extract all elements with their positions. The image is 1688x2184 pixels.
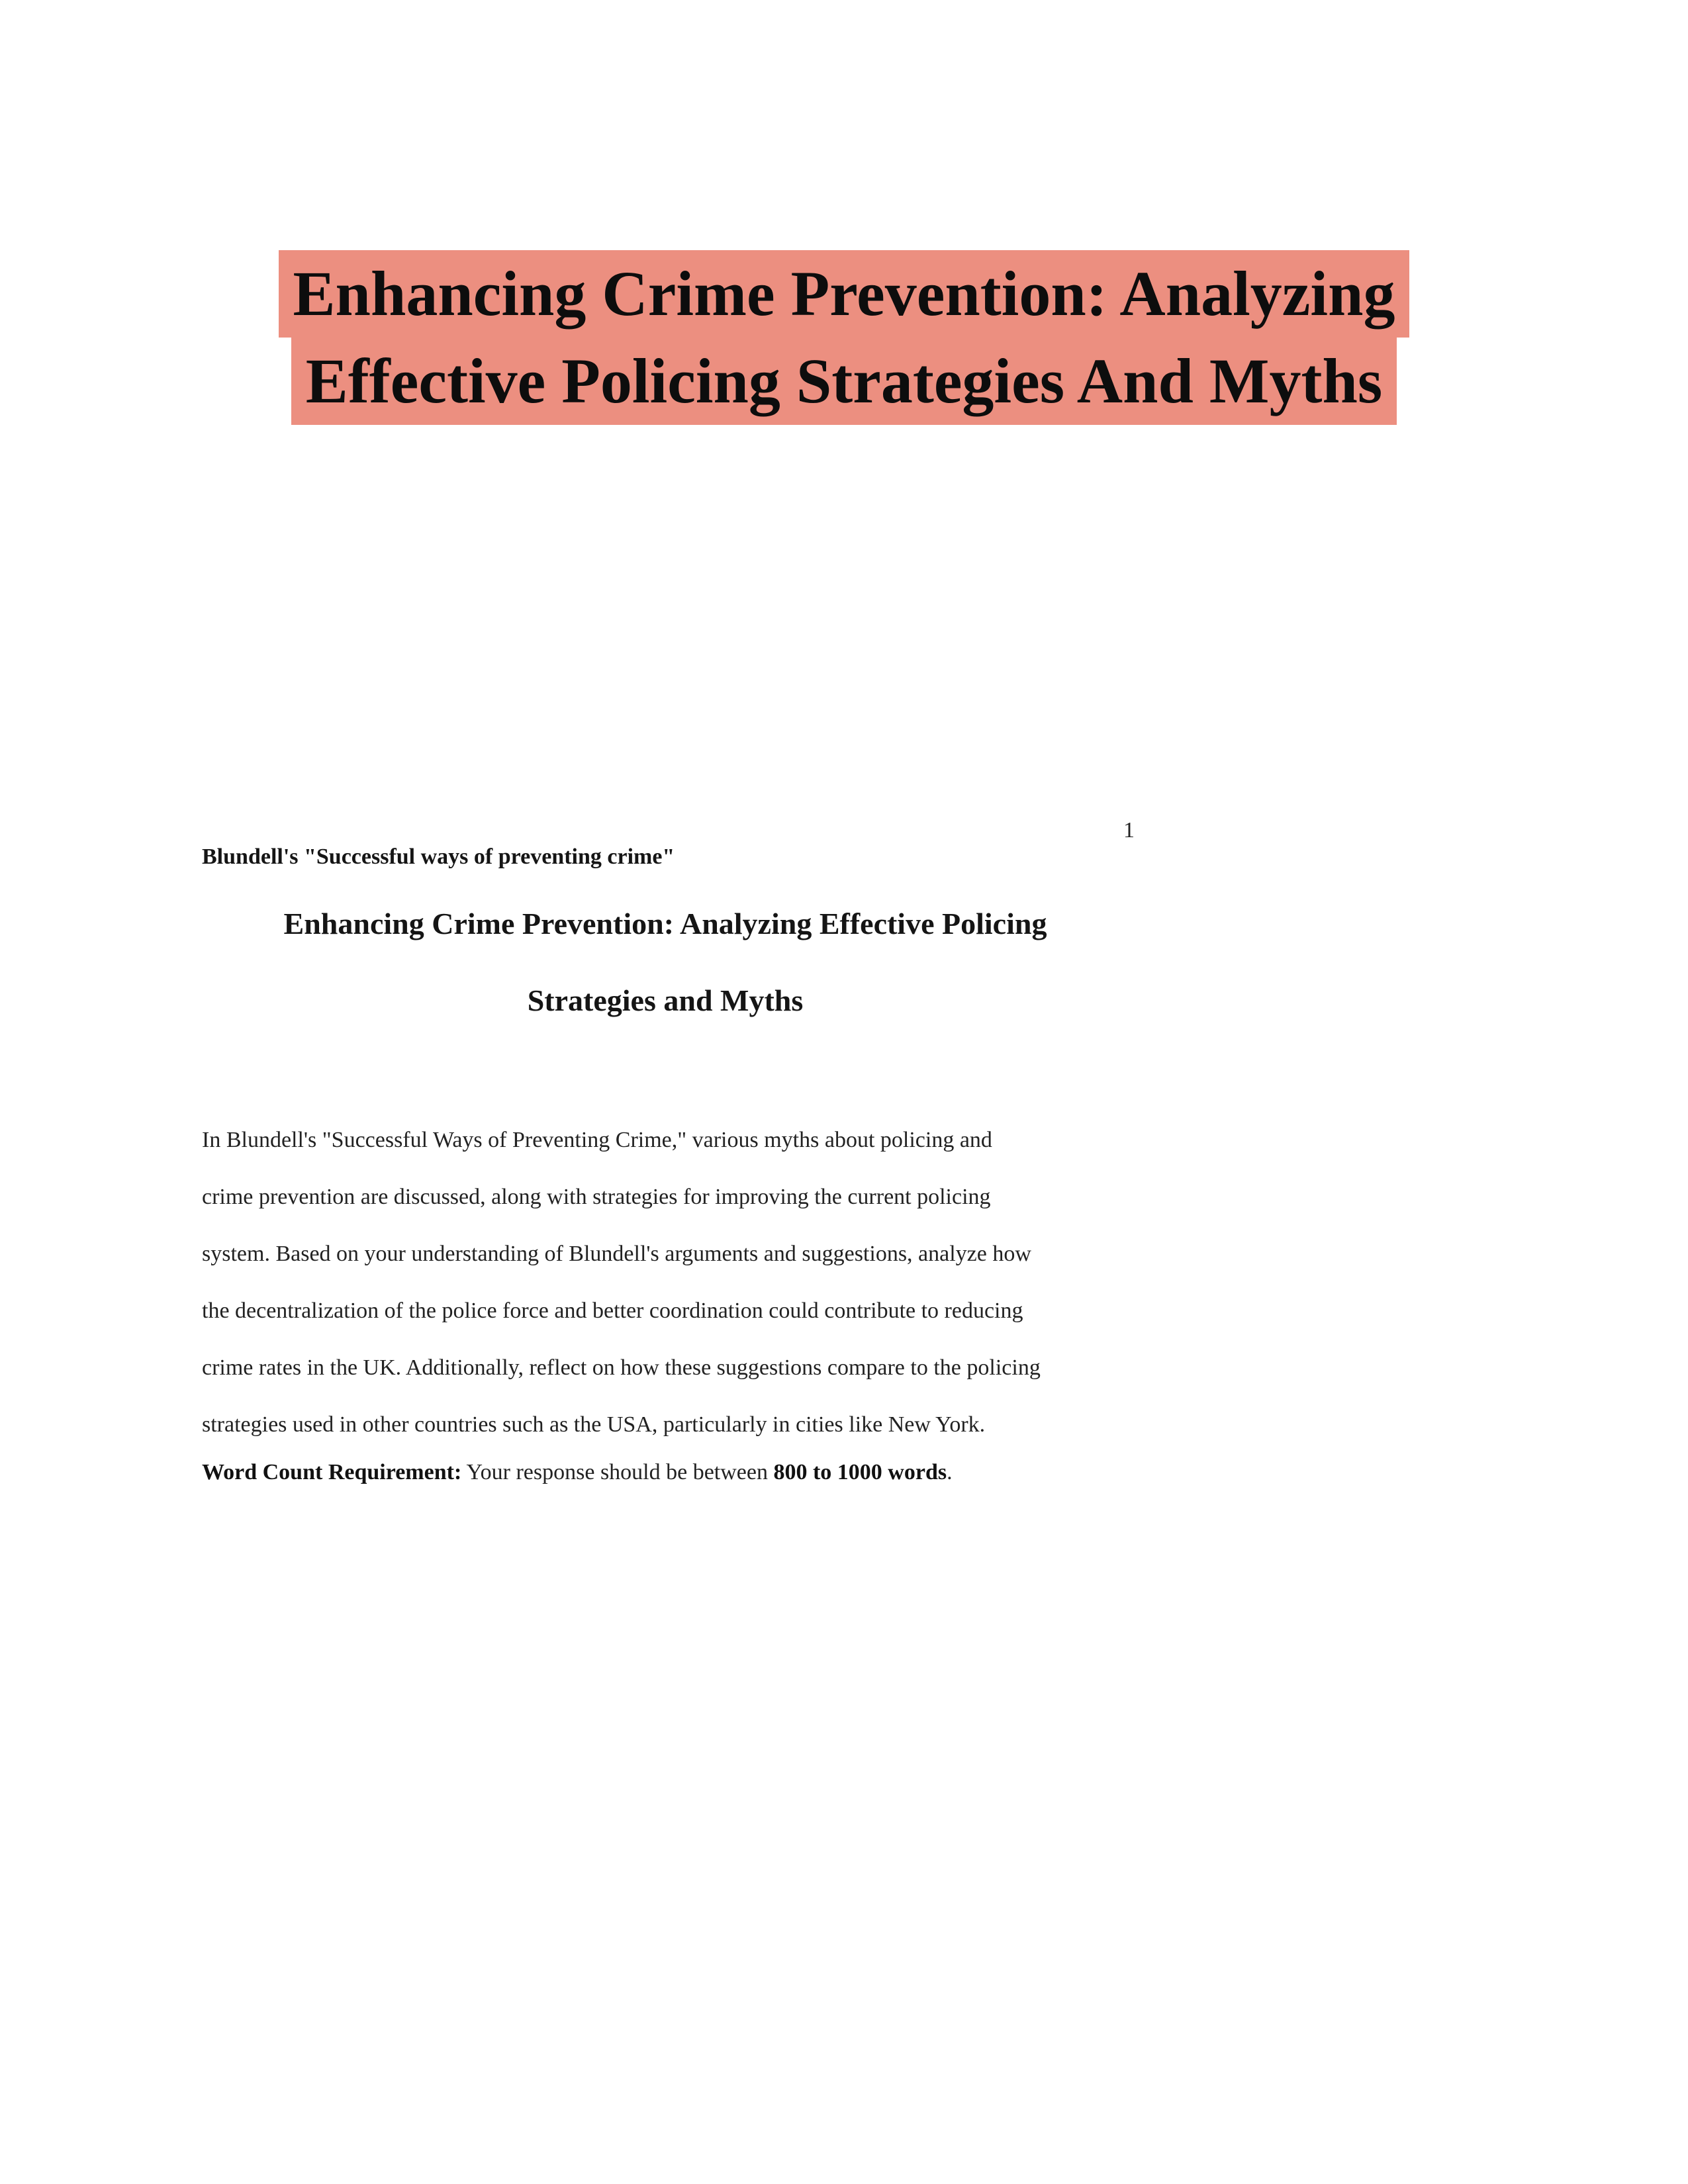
requirement-text: Your response should be between	[461, 1460, 774, 1484]
highlighted-title-banner	[0, 250, 1688, 425]
body-line: system. Based on your understanding of Blundell's arguments and suggestions, analyze how	[202, 1242, 1031, 1266]
body-line: crime rates in the UK. Additionally, reflect on how these suggestions compare to the policing	[202, 1355, 1041, 1380]
body-line: the decentralization of the police force and better coordination could contribute to reducing	[202, 1298, 1023, 1323]
document-title-line-1: Enhancing Crime Prevention: Analyzing Effective Policing	[283, 907, 1047, 940]
document-page-preview	[0, 794, 1688, 1588]
banner-title-line-2: Effective Policing Strategies And Myths	[291, 338, 1397, 425]
requirement-value: 800 to 1000 words	[773, 1460, 947, 1484]
requirement-label: Word Count Requirement:	[202, 1460, 462, 1484]
word-count-requirement	[202, 1460, 953, 1485]
body-line: In Blundell's "Successful Ways of Preventing Crime," various myths about policing and	[202, 1128, 992, 1152]
document-title	[202, 886, 1129, 1039]
banner-title-line-1: Enhancing Crime Prevention: Analyzing	[279, 250, 1410, 338]
page-number: 1	[1123, 818, 1135, 842]
requirement-end: .	[947, 1460, 953, 1484]
body-paragraph	[202, 1112, 1149, 1453]
body-line: strategies used in other countries such as the USA, particularly in cities like New York.	[202, 1412, 986, 1437]
running-head: Blundell's "Successful ways of preventing crime"	[202, 844, 675, 869]
body-line: crime prevention are discussed, along with strategies for improving the current policing	[202, 1185, 991, 1209]
document-title-line-2: Strategies and Myths	[527, 983, 804, 1017]
